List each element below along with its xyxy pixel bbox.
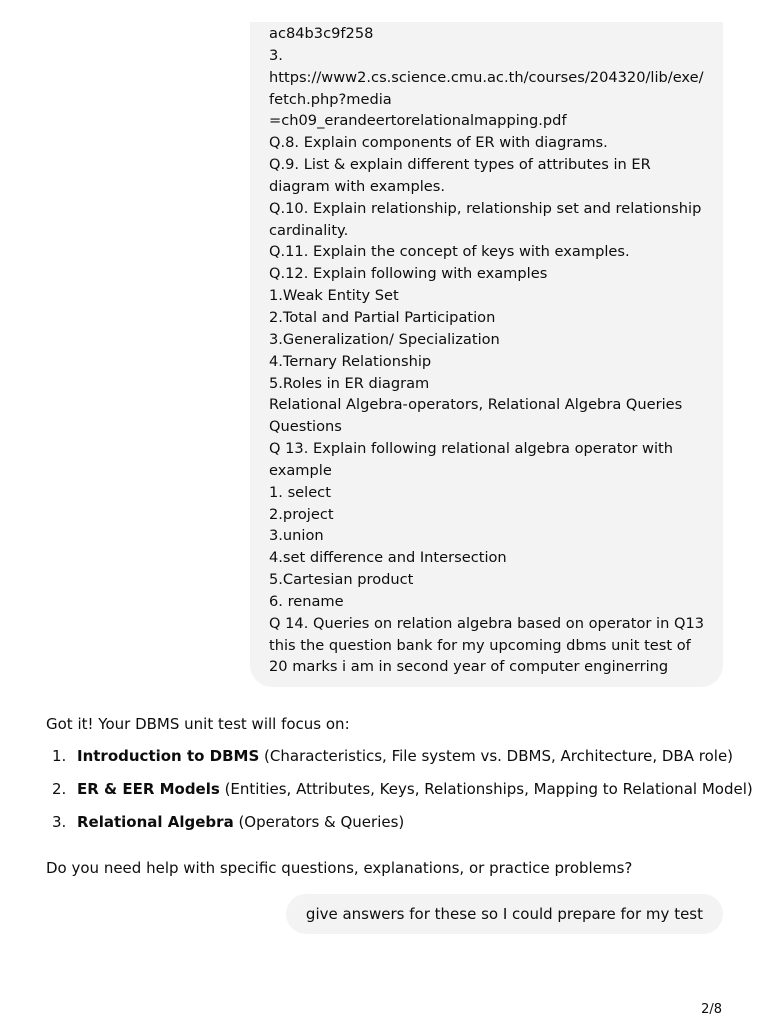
list-item: [46, 744, 736, 777]
message-line: https://www2.cs.science.cmu.ac.th/courses/204320/lib/exe/: [269, 68, 704, 86]
message-line: 4.Ternary Relationship: [269, 352, 432, 370]
message-line: Q 14. Queries on relation algebra based on operator in Q13: [269, 614, 705, 632]
message-line: 2.project: [269, 505, 334, 523]
assistant-followup: Do you need help with specific questions, explanations, or practice problems?: [46, 859, 633, 877]
list-number: 2.: [52, 780, 67, 798]
topic-title: Relational Algebra: [77, 813, 234, 831]
user-message-bubble: give answers for these so I could prepare for my test: [286, 894, 723, 934]
page-indicator: 2/8: [701, 1002, 722, 1017]
message-line: 6. rename: [269, 592, 344, 610]
message-line: 20 marks i am in second year of computer enginerring: [269, 658, 669, 676]
message-line: Q.11. Explain the concept of keys with examples.: [269, 243, 630, 261]
message-line: 4.set difference and Intersection: [269, 549, 507, 567]
topic-title: Introduction to DBMS: [77, 747, 260, 765]
message-line: 1.Weak Entity Set: [269, 287, 399, 305]
topic-list: [46, 744, 753, 843]
list-number: 3.: [52, 813, 67, 831]
assistant-message: [46, 712, 753, 877]
message-line: Q.12. Explain following with examples: [269, 265, 548, 283]
message-line: Q.10. Explain relationship, relationship set and relationship: [269, 199, 702, 217]
message-line: ac84b3c9f258: [269, 25, 374, 42]
user-message-bubble: [250, 22, 723, 687]
message-line: this the question bank for my upcoming dbms unit test of: [269, 636, 691, 654]
message-line: Q.8. Explain components of ER with diagrams.: [269, 134, 608, 152]
message-line: fetch.php?media: [269, 90, 392, 108]
message-line: 1. select: [269, 483, 331, 501]
topic-detail: (Entities, Attributes, Keys, Relationships, Mapping to Relational Model): [219, 780, 753, 798]
list-item: [46, 810, 736, 843]
topic-text: [77, 810, 404, 843]
message-line: Questions: [269, 418, 342, 436]
topic-detail: (Characteristics, File system vs. DBMS, Architecture, DBA role): [259, 747, 734, 765]
message-line: diagram with examples.: [269, 177, 445, 195]
message-line: 3.Generalization/ Specialization: [269, 330, 500, 348]
list-number: 1.: [52, 747, 67, 765]
topic-text: [77, 777, 753, 810]
message-line: 5.Roles in ER diagram: [269, 374, 430, 392]
message-line: Relational Algebra-operators, Relational Algebra Queries: [269, 396, 683, 414]
topic-text: [77, 744, 733, 777]
message-line: cardinality.: [269, 221, 349, 239]
message-line: =ch09_erandeertorelationalmapping.pdf: [269, 112, 567, 130]
message-line: example: [269, 461, 332, 479]
list-item: [46, 777, 753, 810]
message-line: 3.union: [269, 527, 324, 545]
topic-detail: (Operators & Queries): [233, 813, 405, 831]
message-line: Q 13. Explain following relational algebra operator with: [269, 440, 673, 458]
message-line: 3.: [269, 46, 283, 64]
message-line: 2.Total and Partial Participation: [269, 308, 496, 326]
message-line: Q.9. List & explain different types of attributes in ER: [269, 156, 651, 174]
assistant-intro: Got it! Your DBMS unit test will focus on:: [46, 715, 350, 733]
message-line: 5.Cartesian product: [269, 571, 414, 589]
topic-title: ER & EER Models: [77, 780, 220, 798]
